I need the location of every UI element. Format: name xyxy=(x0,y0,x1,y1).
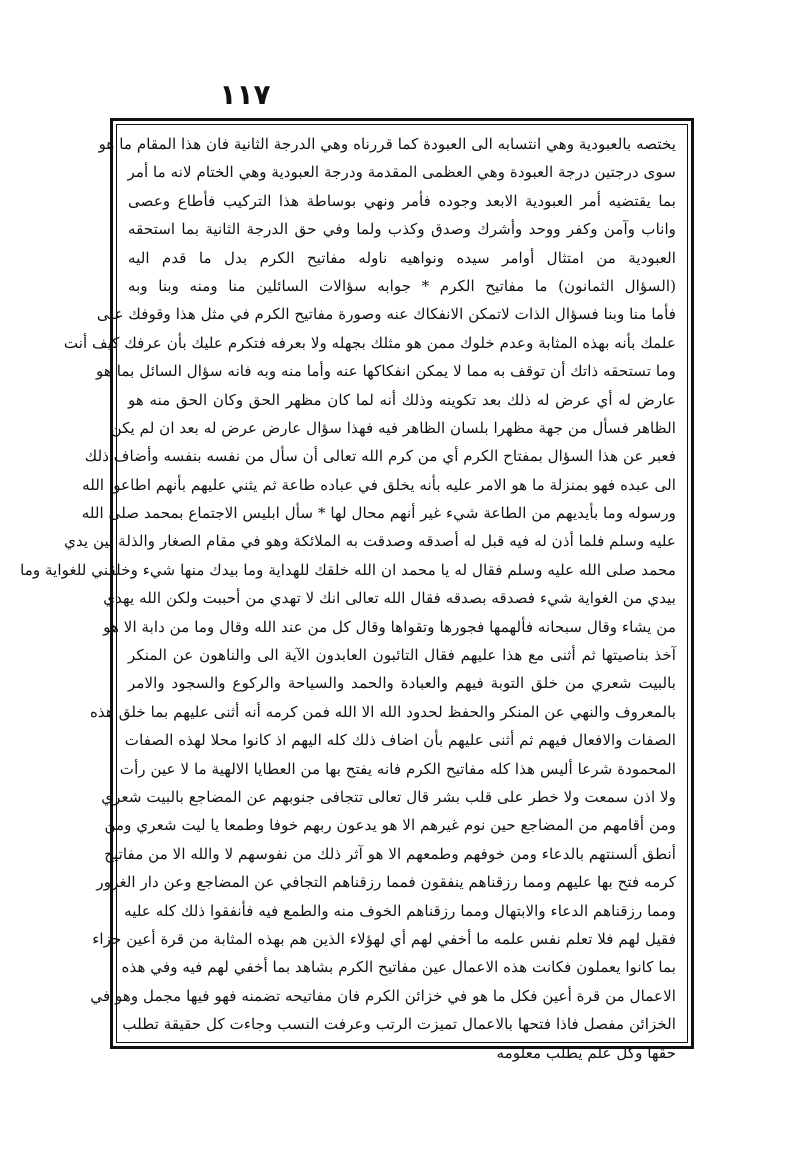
section-heading-line: (السؤال الثمانون) ما مفاتيح الكرم * جوابه سؤالات السائلين منا ومنه وبنا وبه xyxy=(128,276,676,295)
text-line: آخذ بناصيتها ثم أثنى مع هذا عليهم فقال التائبون العابدون الآية الى والناهون عن المنكر xyxy=(128,646,676,665)
text-line: عليه وسلم فلما أذن له فيه قبل له أصدقه وصدقت به الملائكة وهو في مقام الصغار والذلة بين يدي xyxy=(64,532,676,551)
text-line: فقيل لهم فلا تعلم نفس علمه ما أخفي لهم أي لهؤلاء الذين هم بهذه المثابة من قرة أعين جزاء xyxy=(92,929,676,948)
text-line: الى عبده فهو بمنزلة ما هو الامر عليه بأنه يخلق في عباده طاعة ثم يثني عليهم بأنهم اطاعوا الله xyxy=(82,475,676,494)
page-number: ١١٧ xyxy=(219,78,271,111)
text-line: الخزائن مفصل فاذا فتحها بالاعمال تميزت الرتب وعرفت النسب وجاءت كل حقيقة تطلب xyxy=(122,1015,676,1034)
text-line: كرمه فتح بها عليهم ومما رزقناهم ينفقون فمما رزقناهم التجافي عن المضاجع وعن دار الغرور xyxy=(96,873,676,892)
text-line: بيدي من الغواية شيء فصدقه بصدقه فقال الله تعالى انك لا تهدي من أحببت ولكن الله يهدي xyxy=(103,589,676,608)
text-line: سوى درجتين درجة العبودة وهي العظمى المقدمة ودرجة العبودية وهي الختام لانه ما أمر xyxy=(127,163,676,182)
text-line: ورسوله وما بأيديهم من الطاعة شيء غير أنهم محال لها * سأل ابليس الاجتماع بمحمد صلى الله xyxy=(81,504,676,523)
text-line: من يشاء وقال سبحانه فألهمها فجورها وتقواها وقال كل من عند الله وقال وما من دابة الا هو xyxy=(103,617,676,636)
text-line: عارض له أي عرض له ذلك بعد تكوينه وذلك أنه لما كان مظهر الحق وكان الحق منه هو xyxy=(128,390,676,409)
text-line: بما يقتضيه أمر العبودية الابعد وجوده فأمر ونهي بوساطة هذا التركيب فأطاع وعصى xyxy=(128,191,676,210)
text-line: ولا اذن سمعت ولا خطر على قلب بشر قال تعالى تتجافى جنوبهم عن المضاجع بالبيت شعري xyxy=(101,787,676,806)
text-line: محمد صلى الله عليه وسلم فقال له يا محمد ان الله خلقك للهداية وما بيدك منها شيء وخلقني للغواية وما xyxy=(20,560,676,579)
text-line: يختصه بالعبودية وهي انتسابه الى العبودة كما قررناه وهي الدرجة الثانية فان هذا المقام ما هو xyxy=(98,135,676,153)
text-line: وما تستحقه ذاتك أن توقف به مما لا يمكن انفكاكها عنه وأما منه وبه فانه سؤال السائل بما هو xyxy=(96,362,676,381)
text-line: الاعمال من قرة أعين فكل ما هو في خزائن الكرم فان مفاتيحه تضمنه فهو فيها مجمل وهو في xyxy=(90,986,676,1005)
text-line: الصفات والافعال فيهم ثم أثنى عليهم بأن اضاف ذلك كله اليهم اذ كانوا محلا لهذه الصفات xyxy=(124,731,676,750)
text-line: العبودية من امتثال أوامر سيده ونواهيه ناوله مفاتيح الكرم بدل ما قدم اليه xyxy=(128,248,676,267)
text-line: أنطق ألسنتهم بالدعاء ومن خوفهم وطمعهم الا هو آثر ذلك من نفوسهم لا والله الا من مفاتيح xyxy=(104,844,676,863)
text-line: ومما رزقناهم الدعاء والابتهال ومما رزقناهم الخوف منه والطمع فيه فأنفقوا ذلك كله عليه xyxy=(124,901,676,920)
text-line: بما كانوا يعملون فكانت هذه الاعمال عين مفاتيح الكرم بشاهد بما أخفي لهم فيه وفي هذه xyxy=(121,958,676,977)
text-line: بالبيت شعري من خلق التوبة فيهم والعبادة والحمد والسياحة والركوع والسجود والامر xyxy=(128,674,676,693)
text-line: علمك بأنه بهذه المثابة وعدم خلوك ممن هو مثلك بجهله ولا بعرفه فتكرم عليك بأن عرفك كيف أنت xyxy=(63,333,676,352)
text-line: الظاهر فسأل من جهة مظهرا بلسان الظاهر فيه فهذا سؤال عارض عرض له بعد ان لم يكن xyxy=(110,418,676,437)
text-line: ومن أقامهم من المضاجع حين نوم غيرهم الا هو يدعون ربهم خوفا وطمعا يا ليت شعري ومن xyxy=(104,816,676,835)
text-body xyxy=(20,130,676,1062)
text-line: المحمودة شرعا أليس هذا كله مفاتيح الكرم فانه يفتح بها من العطايا الالهية ما لا عين رأت xyxy=(119,759,676,778)
text-line: بالمعروف والنهي عن المنكر والحفظ لحدود الله الا الله فمن كرمه أنه أثنى عليهم بما خلق هذه xyxy=(89,702,676,721)
text-line: واناب وآمن وكفر ووحد وأشرك وصدق وكذب ولما وفي حق الدرجة الثانية بما استحقه xyxy=(128,220,676,239)
text-line-final: حقها وكل علم يطلب معلومه xyxy=(496,1043,676,1062)
text-line: فأما منا وبنا فسؤال الذات لاتمكن الانفكاك عنه وصورة مفاتيح الكرم في مثل هذا وقوفك على xyxy=(96,305,676,324)
text-line: فعبر عن هذا السؤال بمفتاح الكرم أي من كرم الله تعالى أن سأل من نفسه بنفسه وأضاف ذلك xyxy=(84,447,676,466)
